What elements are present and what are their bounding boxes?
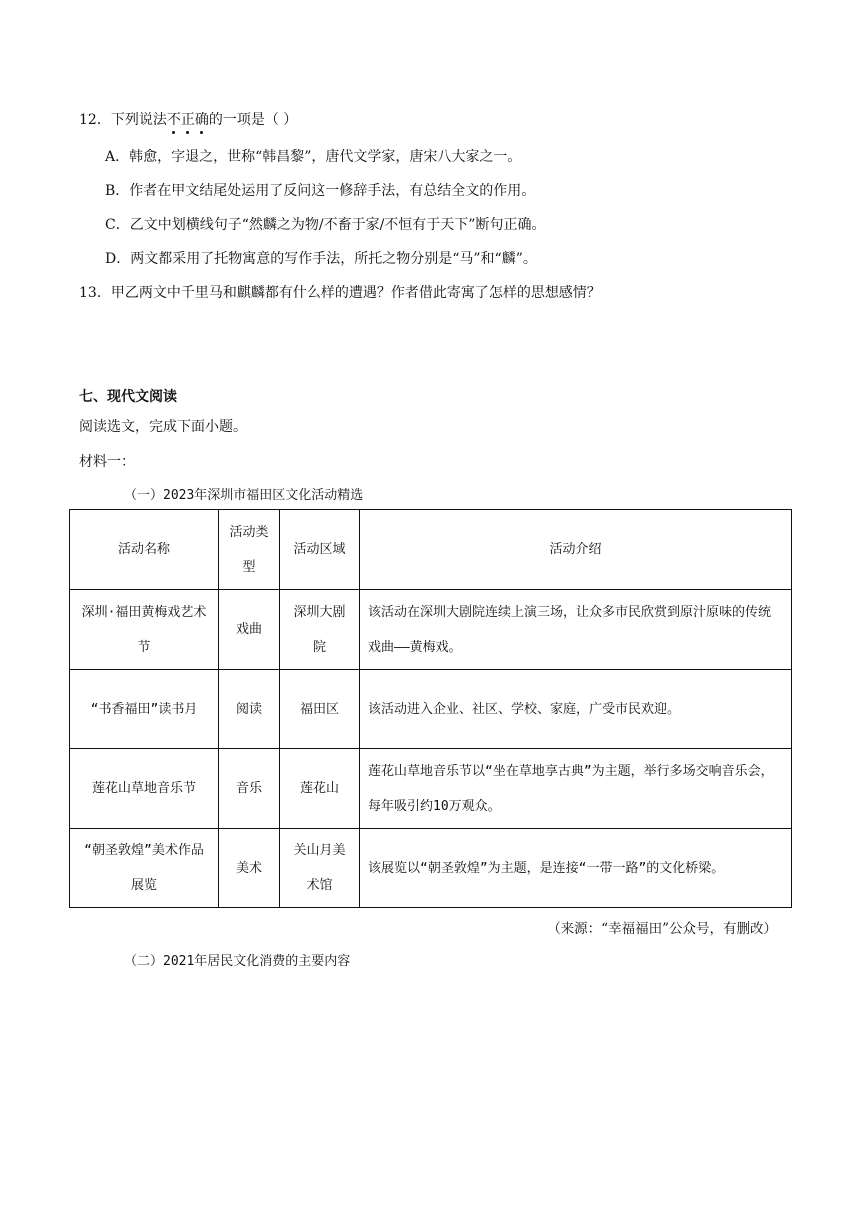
table-cell: 阅读	[219, 670, 280, 749]
option-a: A．韩愈，字退之，世称“韩昌黎”，唐代文学家，唐宋八大家之一。	[105, 149, 522, 165]
table-source: （来源：“幸福福田”公众号，有删改）	[547, 921, 777, 937]
table-row	[70, 829, 792, 908]
header-cell: 活动名称	[70, 510, 219, 590]
table-cell: 莲花山	[280, 749, 360, 829]
option-c: C．乙文中划横线句子“然麟之为物/不畜于家/不恒有于天下”断句正确。	[105, 217, 546, 233]
table-cell: 该活动在深圳大剧院连续上演三场，让众多市民欣赏到原汁原味的传统戏曲——黄梅戏。	[360, 590, 792, 670]
option-b: B．作者在甲文结尾处运用了反问这一修辞手法，有总结全文的作用。	[105, 183, 536, 199]
table-cell: “书香福田”读书月	[70, 670, 219, 749]
option-d: D．两文都采用了托物寓意的写作手法，所托之物分别是“马”和“麟”。	[105, 251, 537, 267]
table-row	[70, 590, 792, 670]
table-row	[70, 749, 792, 829]
material-label: 材料一：	[79, 454, 135, 470]
table-cell: 该活动进入企业、社区、学校、家庭，广受市民欢迎。	[360, 670, 792, 749]
table2-caption: （二）2021年居民文化消费的主要内容	[124, 954, 351, 969]
table-cell: 深圳大剧院	[280, 590, 360, 670]
table-cell: 该展览以“朝圣敦煌”为主题，是连接“一带一路”的文化桥梁。	[360, 829, 792, 908]
table-caption: （一）2023年深圳市福田区文化活动精选	[124, 488, 364, 503]
table-cell: 莲花山草地音乐节	[70, 749, 219, 829]
emphasis-char: 不	[167, 109, 181, 129]
table-cell: “朝圣敦煌”美术作品展览	[70, 829, 219, 908]
question-12-prefix: 12．下列说法	[79, 112, 167, 128]
section-title: 七、现代文阅读	[79, 389, 177, 405]
table-cell: 戏曲	[219, 590, 280, 670]
instruction-text: 阅读选文，完成下面小题。	[79, 419, 247, 435]
question-13: 13．甲乙两文中千里马和麒麟都有什么样的遭遇？作者借此寄寓了怎样的思想感情？	[79, 285, 601, 301]
emphasis-char: 确	[195, 109, 209, 129]
header-cell: 活动介绍	[360, 510, 792, 590]
table-row	[70, 670, 792, 749]
table-header-row	[70, 510, 792, 590]
question-12	[79, 109, 297, 129]
table-cell: 深圳·福田黄梅戏艺术节	[70, 590, 219, 670]
table-cell: 音乐	[219, 749, 280, 829]
emphasis-char: 正	[181, 109, 195, 129]
question-12-suffix: 的一项是（ ）	[208, 112, 298, 128]
table-cell: 福田区	[280, 670, 360, 749]
table-cell: 美术	[219, 829, 280, 908]
table-cell: 莲花山草地音乐节以“坐在草地享古典”为主题，举行多场交响音乐会，每年吸引约10万观众。	[360, 749, 792, 829]
header-cell: 活动区域	[280, 510, 360, 590]
header-cell: 活动类型	[219, 510, 280, 590]
table-cell: 关山月美术馆	[280, 829, 360, 908]
activity-table	[69, 509, 792, 908]
